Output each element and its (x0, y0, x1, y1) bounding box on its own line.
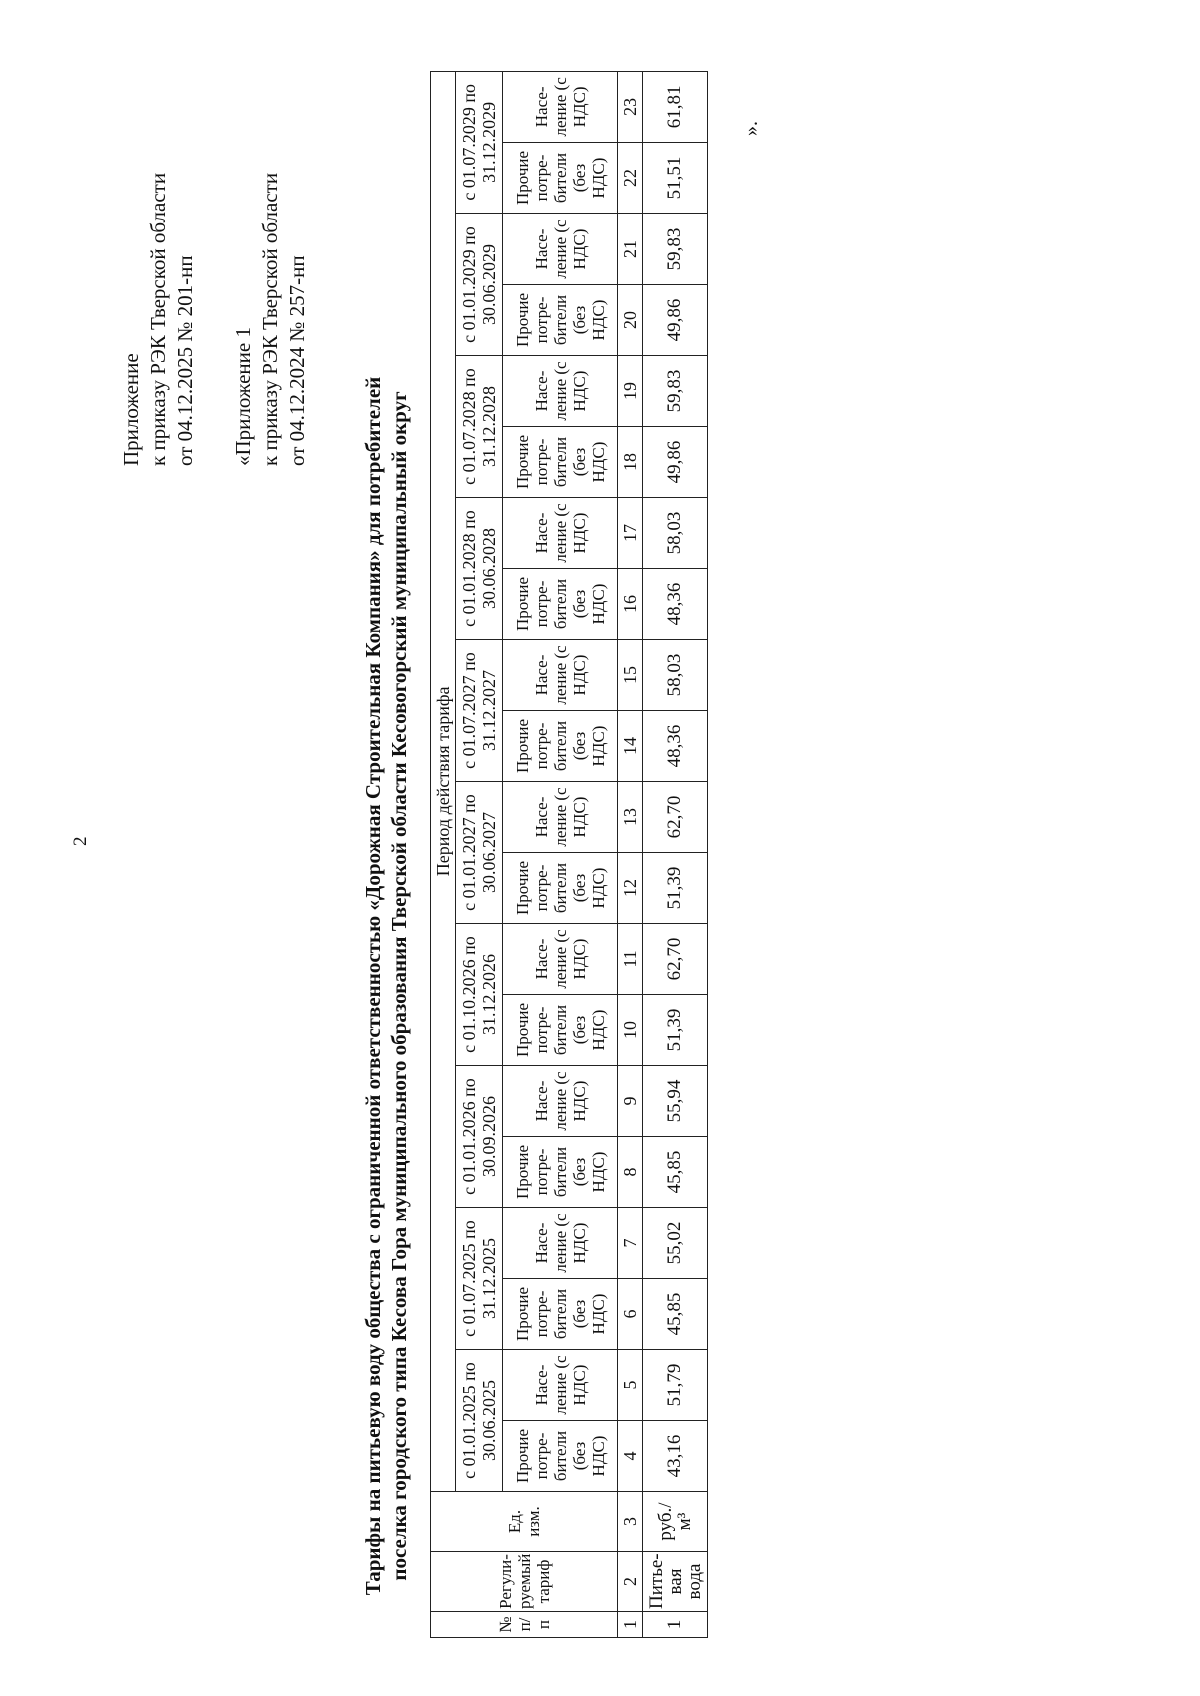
column-index-cell: 1 (618, 1612, 643, 1638)
tariff-value-cell: 51,39 (643, 995, 708, 1066)
appendix-line: от 04.12.2025 № 201-нп (173, 255, 197, 466)
period-cell: с 01.01.2029 по 30.06.2029 (456, 214, 503, 356)
column-index-cell: 14 (618, 711, 643, 782)
column-index-cell: 13 (618, 782, 643, 853)
period-cell: с 01.07.2027 по 31.12.2027 (456, 640, 503, 782)
consumer-other-header: Прочие потре-бители (без НДС) (503, 285, 618, 356)
tariff-value-cell: 58,03 (643, 640, 708, 711)
tariff-value-cell: 48,36 (643, 711, 708, 782)
column-index-cell: 18 (618, 427, 643, 498)
appendix-reference (230, 173, 311, 466)
tariff-value-cell: 58,03 (643, 498, 708, 569)
column-index-cell: 8 (618, 1137, 643, 1208)
tariff-value-cell: 43,16 (643, 1421, 708, 1492)
header-row-periods (456, 71, 503, 1637)
column-index-cell: 9 (618, 1066, 643, 1137)
tariff-value-cell: 62,70 (643, 782, 708, 853)
header-period: Период действия тарифа (431, 71, 456, 1491)
page-number: 2 (70, 836, 91, 846)
column-index-cell: 15 (618, 640, 643, 711)
consumer-other-header: Прочие потре-бители (без НДС) (503, 427, 618, 498)
column-index-cell: 11 (618, 924, 643, 995)
column-index-cell: 17 (618, 498, 643, 569)
consumer-other-header: Прочие потре-бители (без НДС) (503, 853, 618, 924)
tariff-value-cell: 51,39 (643, 853, 708, 924)
appendix-line: к приказу РЭК Тверской области (146, 172, 170, 466)
appendix-line: Приложение (119, 353, 143, 466)
consumer-population-header: Насе-ление (с НДС) (503, 640, 618, 711)
consumer-population-header: Насе-ление (с НДС) (503, 924, 618, 995)
period-cell: с 01.07.2028 по 31.12.2028 (456, 356, 503, 498)
period-cell: с 01.01.2026 по 30.09.2026 (456, 1066, 503, 1208)
table-row (643, 71, 708, 1637)
column-index-row (618, 71, 643, 1637)
tariff-value-cell: 61,81 (643, 71, 708, 142)
tariff-value-cell: 59,83 (643, 356, 708, 427)
column-index-cell: 7 (618, 1208, 643, 1279)
tariff-value-cell: 51,51 (643, 143, 708, 214)
appendix-line: от 04.12.2024 № 257-нп (285, 255, 309, 466)
consumer-other-header: Прочие потре-бители (без НДС) (503, 1279, 618, 1350)
column-index-cell: 2 (618, 1552, 643, 1612)
consumer-other-header: Прочие потре-бители (без НДС) (503, 569, 618, 640)
consumer-population-header: Насе-ление (с НДС) (503, 782, 618, 853)
column-index-cell: 12 (618, 853, 643, 924)
consumer-population-header: Насе-ление (с НДС) (503, 1350, 618, 1421)
period-cell: с 01.01.2027 по 30.06.2027 (456, 782, 503, 924)
consumer-other-header: Прочие потре-бители (без НДС) (503, 1421, 618, 1492)
tariff-value-cell: 51,79 (643, 1350, 708, 1421)
column-index-cell: 20 (618, 285, 643, 356)
closing-mark: ». (740, 121, 762, 136)
tariff-value-cell: 48,36 (643, 569, 708, 640)
tariff-value-cell: 62,70 (643, 924, 708, 995)
consumer-population-header: Насе-ление (с НДС) (503, 71, 618, 142)
consumer-population-header: Насе-ление (с НДС) (503, 214, 618, 285)
period-cell: с 01.07.2025 по 31.12.2025 (456, 1208, 503, 1350)
column-index-cell: 19 (618, 356, 643, 427)
column-index-cell: 5 (618, 1350, 643, 1421)
header-no: № п/п (431, 1612, 618, 1638)
consumer-population-header: Насе-ление (с НДС) (503, 1208, 618, 1279)
tariff-value-cell: 45,85 (643, 1279, 708, 1350)
header-tariff: Регули-руемый тариф (431, 1552, 618, 1612)
consumer-population-header: Насе-ление (с НДС) (503, 1066, 618, 1137)
column-index-cell: 21 (618, 214, 643, 285)
period-cell: с 01.01.2028 по 30.06.2028 (456, 498, 503, 640)
tariff-value-cell: 59,83 (643, 214, 708, 285)
header-row-1 (431, 71, 456, 1637)
column-index-cell: 4 (618, 1421, 643, 1492)
tariff-table (430, 71, 708, 1638)
consumer-population-header: Насе-ление (с НДС) (503, 498, 618, 569)
tariff-value-cell: 55,02 (643, 1208, 708, 1279)
tariff-value-cell: 49,86 (643, 427, 708, 498)
consumer-other-header: Прочие потре-бители (без НДС) (503, 143, 618, 214)
column-index-cell: 6 (618, 1279, 643, 1350)
tariff-value-cell: 45,85 (643, 1137, 708, 1208)
consumer-other-header: Прочие потре-бители (без НДС) (503, 711, 618, 782)
tariff-value-cell: 49,86 (643, 285, 708, 356)
header-row-consumers (503, 71, 618, 1637)
title-line-2: поселка городского типа Кесова Гора муниципального образования Тверской области Кесовогорский муниципальный округ (387, 391, 411, 1581)
document-title (360, 336, 412, 1636)
appendix-line: к приказу РЭК Тверской области (258, 172, 282, 466)
column-index-cell: 23 (618, 71, 643, 142)
column-index-cell: 3 (618, 1492, 643, 1552)
period-cell: с 01.10.2026 по 31.12.2026 (456, 924, 503, 1066)
column-index-cell: 22 (618, 143, 643, 214)
column-index-cell: 16 (618, 569, 643, 640)
tariff-value-cell: 55,94 (643, 1066, 708, 1137)
consumer-other-header: Прочие потре-бители (без НДС) (503, 1137, 618, 1208)
appendix-header (118, 173, 199, 466)
consumer-other-header: Прочие потре-бители (без НДС) (503, 995, 618, 1066)
period-cell: с 01.07.2029 по 31.12.2029 (456, 71, 503, 213)
header-unit: Ед. изм. (431, 1492, 618, 1552)
title-line-1: Тарифы на питьевую воду общества с ограниченной ответственностью «Дорожная Строительная Компания» для потребителей (361, 376, 385, 1596)
period-cell: с 01.01.2025 по 30.06.2025 (456, 1350, 503, 1492)
row-name: Питье-вая вода (643, 1552, 708, 1612)
row-unit: руб./м³ (643, 1492, 708, 1552)
column-index-cell: 10 (618, 995, 643, 1066)
appendix-line: «Приложение 1 (231, 327, 255, 466)
row-no: 1 (643, 1612, 708, 1638)
consumer-population-header: Насе-ление (с НДС) (503, 356, 618, 427)
